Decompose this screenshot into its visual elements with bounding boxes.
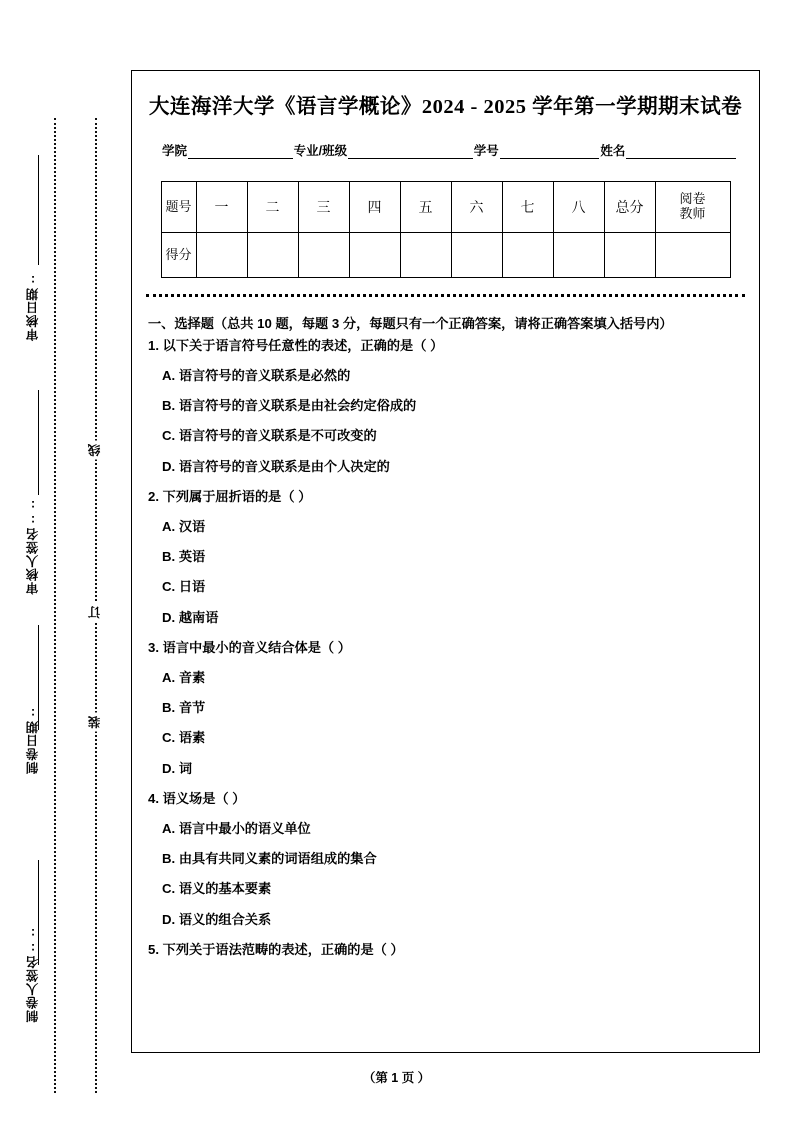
student-info-line	[162, 141, 737, 159]
field-label-name: 姓名	[600, 144, 626, 158]
score-table	[161, 181, 731, 278]
score-col-head-marker	[655, 182, 730, 233]
question-4-option-d[interactable]: D. 语义的组合关系	[162, 911, 272, 927]
page-title: 大连海洋大学《语言学概论》2024 - 2025 学年第一学期期末试卷	[148, 96, 743, 118]
score-table-stub-score: 得分	[161, 233, 196, 278]
score-cell-3[interactable]	[298, 233, 349, 278]
question-stem-4: 4. 语义场是（ ）	[148, 790, 246, 806]
section-heading-1: 一、选择题（总共 10 题，每题 3 分，每题只有一个正确答案，请将正确答案填入括号内）	[148, 316, 673, 331]
table-row-header	[161, 182, 730, 233]
margin-note-paper-maker-sign: 制卷人签名::	[26, 925, 40, 1023]
field-input-college[interactable]	[188, 145, 293, 159]
score-cell-5[interactable]	[400, 233, 451, 278]
fold-mark-line: 线	[89, 441, 102, 460]
question-2-option-a[interactable]: A. 汉语	[162, 518, 206, 534]
section-divider-dotted	[146, 294, 745, 297]
score-col-head-2: 二	[247, 182, 298, 233]
question-4-option-b[interactable]: B. 由具有共同义素的词语组成的集合	[162, 851, 377, 867]
score-cell-marker[interactable]	[655, 233, 730, 278]
question-stem-3: 3. 语言中最小的音义结合体是（ ）	[148, 639, 351, 655]
question-2-option-b[interactable]: B. 英语	[162, 549, 206, 565]
marker-label-line1: 阅卷	[679, 191, 706, 207]
field-label-studentid: 学号	[473, 144, 499, 158]
question-3-option-d[interactable]: D. 词	[162, 760, 193, 776]
question-1-option-b[interactable]: B. 语言符号的音义联系是由社会约定俗成的	[162, 398, 417, 414]
marker-label-line2: 教师	[679, 206, 706, 221]
score-cell-6[interactable]	[451, 233, 502, 278]
fold-mark-seal: 装	[89, 713, 102, 732]
score-col-head-total: 总分	[604, 182, 655, 233]
score-cell-1[interactable]	[196, 233, 247, 278]
score-col-head-8: 八	[553, 182, 604, 233]
score-cell-8[interactable]	[553, 233, 604, 278]
field-label-major: 专业/班级	[293, 144, 348, 158]
left-margin-strip	[0, 0, 128, 1122]
question-2-option-c[interactable]: C. 日语	[162, 579, 206, 595]
margin-note-review-date: 审核日期:	[26, 272, 40, 341]
question-4-option-c[interactable]: C. 语义的基本要素	[162, 881, 272, 897]
score-col-head-1: 一	[196, 182, 247, 233]
question-1-option-d[interactable]: D. 语言符号的音义联系是由个人决定的	[162, 458, 390, 474]
question-stem-2: 2. 下列属于屈折语的是（ ）	[148, 488, 312, 504]
margin-divider-2	[38, 390, 39, 495]
score-col-head-7: 七	[502, 182, 553, 233]
field-input-major[interactable]	[348, 145, 473, 159]
field-input-studentid[interactable]	[500, 145, 600, 159]
question-3-option-a[interactable]: A. 音素	[162, 669, 206, 685]
margin-divider-1	[38, 155, 39, 265]
score-col-head-5: 五	[400, 182, 451, 233]
question-2-option-d[interactable]: D. 越南语	[162, 609, 219, 625]
page-footer: （第 1 页 ）	[362, 1071, 431, 1085]
score-col-head-3: 三	[298, 182, 349, 233]
score-table-stub-head: 题号	[161, 182, 196, 233]
question-1-option-c[interactable]: C. 语言符号的音义联系是不可改变的	[162, 428, 377, 444]
question-1-option-a[interactable]: A. 语言符号的音义联系是必然的	[162, 367, 351, 383]
question-stem-5: 5. 下列关于语法范畴的表述，正确的是（ ）	[148, 941, 404, 957]
question-stem-1: 1. 以下关于语言符号任意性的表述，正确的是（ ）	[148, 337, 444, 353]
score-cell-total[interactable]	[604, 233, 655, 278]
margin-note-paper-date: 制卷日期:	[26, 705, 40, 774]
question-4-option-a[interactable]: A. 语言中最小的语义单位	[162, 820, 311, 836]
question-body	[148, 311, 743, 956]
question-3-option-b[interactable]: B. 音节	[162, 700, 206, 716]
dotted-guide-outer	[54, 118, 56, 1093]
exam-paper-frame	[131, 70, 760, 1053]
question-3-option-c[interactable]: C. 语素	[162, 730, 206, 746]
fold-mark-bind: 订	[89, 603, 102, 622]
score-cell-2[interactable]	[247, 233, 298, 278]
score-cell-4[interactable]	[349, 233, 400, 278]
margin-note-reviewer-sign: 审核人签名::	[26, 497, 40, 595]
field-input-name[interactable]	[626, 145, 736, 159]
table-row-score	[161, 233, 730, 278]
score-cell-7[interactable]	[502, 233, 553, 278]
score-col-head-6: 六	[451, 182, 502, 233]
score-col-head-4: 四	[349, 182, 400, 233]
field-label-college: 学院	[162, 144, 188, 158]
